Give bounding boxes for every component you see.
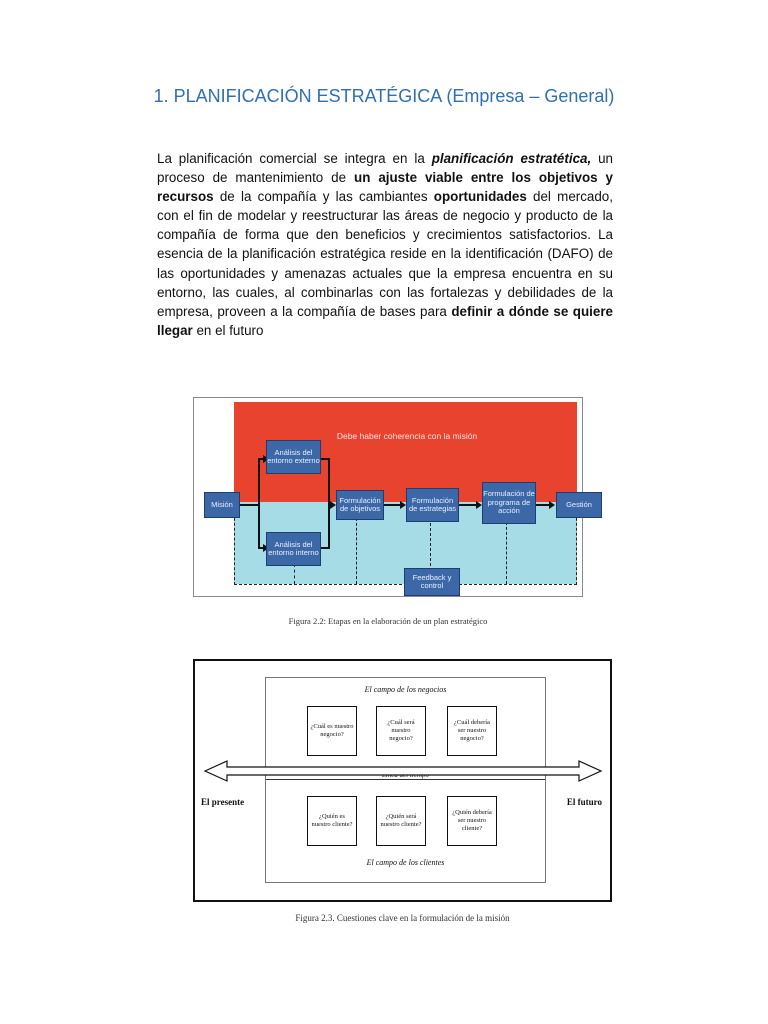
question-box: ¿Quién será nuestro cliente? bbox=[376, 796, 426, 846]
gestion-box: Gestión bbox=[556, 492, 602, 518]
question-box: ¿Cuál debería ser nuestro negocio? bbox=[447, 706, 497, 756]
strategies-box: Formulación de estrategias bbox=[406, 488, 459, 522]
page-title: 1. PLANIFICACIÓN ESTRATÉGICA (Empresa – General) bbox=[153, 86, 615, 106]
connector bbox=[459, 504, 477, 506]
feedback-box: Feedback y control bbox=[404, 568, 460, 596]
feedback-line bbox=[430, 518, 431, 566]
connector bbox=[240, 504, 260, 506]
external-analysis-box: Análisis del entorno externo bbox=[266, 440, 321, 474]
question-box: ¿Cuál es nuestro negocio? bbox=[307, 706, 357, 756]
clients-field-label: El campo de los clientes bbox=[366, 858, 445, 867]
present-label: El presente bbox=[201, 797, 245, 807]
feedback-line bbox=[356, 518, 357, 584]
question-box: ¿Quién debería ser nuestro cliente? bbox=[447, 796, 497, 846]
mision-box: Misión bbox=[204, 492, 240, 518]
question-box: ¿Quién es nuestro cliente? bbox=[307, 796, 357, 846]
mission-questions-diagram bbox=[193, 659, 612, 902]
arrow-icon bbox=[549, 501, 555, 509]
internal-analysis-box: Análisis del entorno interno bbox=[266, 532, 321, 566]
question-box: ¿Cuál será nuestro negocio? bbox=[376, 706, 426, 756]
figure1-caption: Figura 2.2: Etapas en la elaboración de un plan estratégico bbox=[288, 616, 488, 626]
business-field-label: El campo de los negocios bbox=[364, 685, 447, 694]
connector bbox=[536, 504, 550, 506]
connector bbox=[258, 458, 260, 548]
action-program-box: Formulación de programa de acción bbox=[482, 482, 536, 524]
figure2-caption: Figura 2.3. Cuestiones clave en la formulación de la misión bbox=[295, 913, 510, 923]
intro-paragraph: La planificación comercial se integra en la planificación estratética, un proceso de mantenimiento de un ajuste viable entre los objetivos y recursos de la compañía y las cambiantes oportunidades del mercado, con el fin de modelar y reestructurar las áreas de negocio y producto de la compañía de forma que den beneficios y crecimientos satisfactorios. La esencia de la planificación estratégica reside en la identificación (DAFO) de las oportunidades y amenazas actuales que la empresa encuentra en su entorno, las cuales, al combinarlas con las fortalezas y debilidades de la empresa, proveen a la compañía de bases para definir a dónde se quiere llegar en el futuro bbox=[157, 151, 613, 338]
mission-coherence-text: Debe haber coherencia con la misión bbox=[336, 431, 478, 441]
strategic-plan-diagram bbox=[193, 397, 592, 597]
objectives-box: Formulación de objetivos bbox=[336, 490, 384, 520]
future-label: El futuro bbox=[566, 797, 602, 807]
connector bbox=[384, 504, 400, 506]
feedback-line bbox=[294, 564, 295, 584]
timeline-arrow-icon bbox=[203, 759, 603, 783]
feedback-line bbox=[506, 522, 507, 584]
